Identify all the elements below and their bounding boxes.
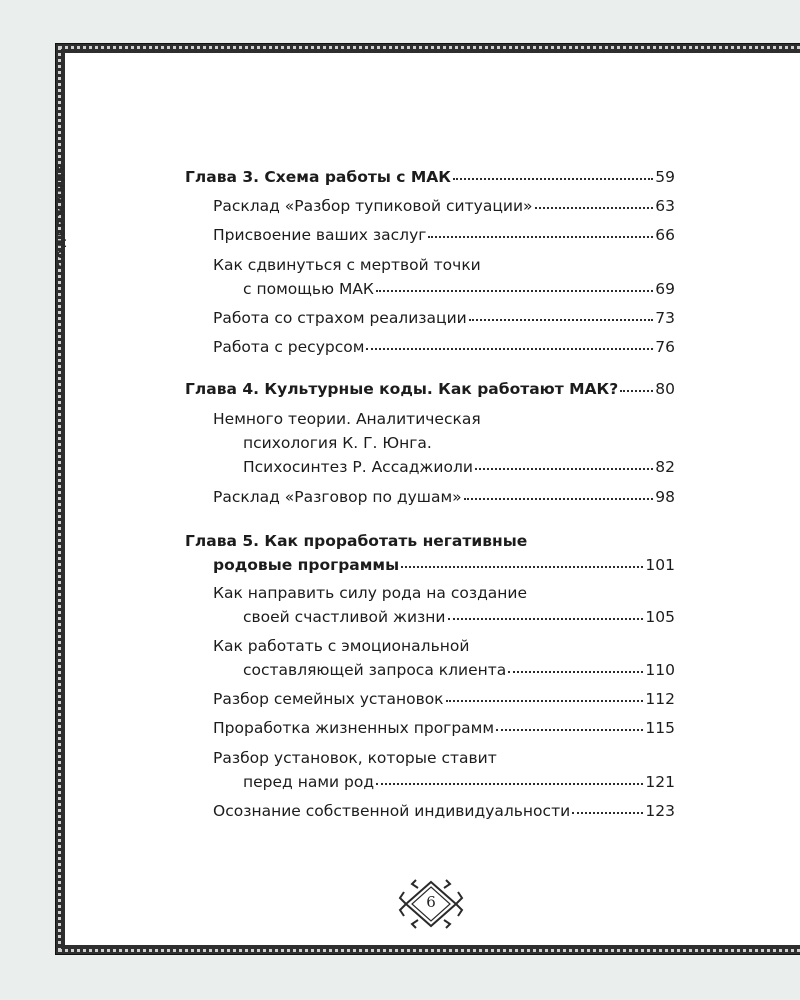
leader-dots (572, 811, 643, 814)
leader-dots (496, 728, 643, 731)
page-ref: 63 (655, 197, 675, 215)
item-title: Проработка жизненных программ (213, 719, 495, 737)
page-ref: 101 (645, 556, 675, 574)
leader-dots (620, 389, 653, 392)
leader-dots (366, 347, 653, 350)
chapter-title: Глава 3. Схема работы с МАК (185, 168, 451, 186)
item-title-cont: перед нами род (243, 773, 375, 791)
leader-dots (428, 235, 653, 238)
item-title: Присвоение ваших заслуг (213, 226, 427, 244)
item-title: Расклад «Разбор тупиковой ситуации» (213, 197, 533, 215)
item-title-cont: составляющей запроса клиента (243, 661, 507, 679)
item-title: Расклад «Разговор по душам» (213, 488, 462, 506)
leader-dots (508, 670, 643, 673)
item-title-cont: с помощью МАК (243, 280, 374, 298)
item-title: Немного теории. Аналитическая (213, 410, 481, 428)
leader-dots (464, 497, 654, 500)
toc-item[interactable] (185, 802, 675, 826)
page-ref: 66 (655, 226, 675, 244)
page-ref: 105 (645, 608, 675, 626)
leader-dots (535, 206, 654, 209)
toc-item[interactable] (185, 690, 675, 714)
item-title-cont: психология К. Г. Юнга. (243, 434, 432, 452)
leader-dots (469, 318, 654, 321)
item-title: Как направить силу рода на создание (213, 584, 528, 602)
page-ref: 123 (645, 802, 675, 820)
page-ref: 69 (655, 280, 675, 298)
toc-item[interactable] (185, 719, 675, 743)
leader-dots (475, 467, 653, 470)
toc-item[interactable] (185, 410, 675, 482)
leader-dots (453, 177, 653, 180)
item-title: Как работать с эмоциональной (213, 637, 470, 655)
chapter-title: Глава 4. Культурные коды. Как работают МАК? (185, 380, 619, 398)
item-title-cont: Психосинтез Р. Ассаджиоли (243, 458, 473, 476)
toc-item[interactable] (185, 488, 675, 512)
toc-chapter-5[interactable] (185, 532, 675, 580)
toc-item[interactable] (185, 637, 675, 685)
page-ref: 121 (645, 773, 675, 791)
page-ref: 73 (655, 309, 675, 327)
item-title: Осознание собственной индивидуальности (213, 802, 571, 820)
side-label-text: СОДЕРЖАНИЕ (56, 161, 68, 269)
table-of-contents (185, 0, 675, 1000)
page-ref: 98 (655, 488, 675, 506)
item-title-cont: своей счастливой жизни (243, 608, 446, 626)
page-ref: 110 (645, 661, 675, 679)
item-title: Разбор установок, которые ставит (213, 749, 497, 767)
page-ref: 112 (645, 690, 675, 708)
leader-dots (376, 782, 643, 785)
leader-dots (448, 617, 644, 620)
page-ref: 115 (645, 719, 675, 737)
page-ref: 80 (655, 380, 675, 398)
toc-item[interactable] (185, 749, 675, 797)
page-ref: 76 (655, 338, 675, 356)
leader-dots (376, 289, 653, 292)
toc-item[interactable] (185, 309, 675, 333)
side-section-label (56, 161, 68, 269)
toc-chapter-3[interactable] (185, 168, 675, 192)
toc-item[interactable] (185, 338, 675, 362)
toc-item[interactable] (185, 256, 675, 304)
item-title: Разбор семейных установок (213, 690, 444, 708)
page-ref: 59 (655, 168, 675, 186)
chapter-title: Глава 5. Как проработать негативные (185, 532, 528, 550)
page-number: 6 (426, 893, 436, 911)
chapter-title-cont: родовые программы (213, 556, 400, 574)
toc-item[interactable] (185, 197, 675, 221)
toc-chapter-4[interactable] (185, 380, 675, 404)
item-title: Работа с ресурсом (213, 338, 365, 356)
item-title: Работа со страхом реализации (213, 309, 467, 327)
leader-dots (446, 699, 644, 702)
leader-dots (401, 565, 643, 568)
toc-item[interactable] (185, 226, 675, 250)
item-title: Как сдвинуться с мертвой точки (213, 256, 481, 274)
page-ref: 82 (655, 458, 675, 476)
page-number-ornament (396, 876, 466, 932)
toc-item[interactable] (185, 584, 675, 632)
